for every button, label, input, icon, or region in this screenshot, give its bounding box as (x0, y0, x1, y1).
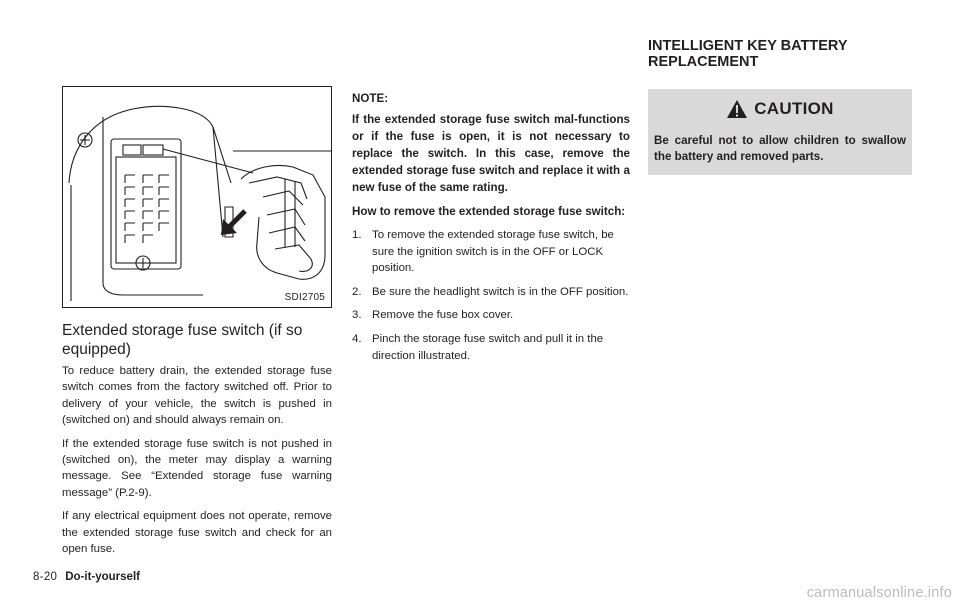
step-number: 3. (352, 309, 362, 322)
caution-text: Be careful not to allow children to swallow the battery and removed parts. (654, 134, 906, 163)
paragraph: If the extended storage fuse switch is not pushed in (switched on), the meter may display a warning message. See “Extended storage fuse warning message” (P.2-9). (62, 437, 332, 499)
caution-box (648, 89, 912, 175)
step-number: 4. (352, 332, 362, 345)
middle-body (352, 90, 630, 371)
note-text: If the extended storage fuse switch mal-functions or if the fuse is open, it is not necessary to replace the switch. In this case, remove the extended storage fuse switch and replace it with a new fuse of the same rating. (352, 113, 630, 194)
footer-section: Do-it-yourself (65, 571, 140, 583)
watermark: carmanualsonline.info (806, 585, 952, 601)
step-item (352, 227, 630, 277)
warning-triangle-icon (726, 99, 748, 119)
fuse-box-illustration (62, 86, 332, 308)
step-text: Be sure the headlight switch is in the OFF position. (372, 285, 629, 298)
step-number: 2. (352, 285, 362, 298)
caution-header (648, 96, 912, 122)
page-footer (33, 571, 140, 583)
right-section-heading: INTELLIGENT KEY BATTERY REPLACEMENT (648, 38, 848, 70)
step-item (352, 284, 630, 301)
left-body (62, 363, 332, 564)
fuse-box-drawing (63, 87, 331, 307)
step-number: 1. (352, 229, 362, 241)
step-item (352, 307, 630, 324)
paragraph: If any electrical equipment does not operate, remove the extended storage fuse switch and check for an open fuse. (62, 510, 332, 556)
step-text: Pinch the storage fuse switch and pull it in the direction illustrated. (372, 332, 604, 362)
caution-label: CAUTION (754, 99, 834, 118)
note-label: NOTE: (352, 92, 389, 105)
howto-heading: How to remove the extended storage fuse switch: (352, 205, 626, 218)
step-item (352, 331, 630, 364)
step-text: Remove the fuse box cover. (372, 309, 514, 322)
section-title: Extended storage fuse switch (if so equipped) (62, 322, 303, 358)
figure-code: SDI2705 (284, 292, 325, 303)
paragraph: To reduce battery drain, the extended storage fuse switch comes from the factory switched off. Prior to delivery of your vehicle, the switch is pushed in (switched on) and should always remain on. (62, 365, 332, 427)
page-number: 8-20 (33, 571, 58, 583)
step-text: To remove the extended storage fuse switch, be sure the ignition switch is in the OFF or LOCK position. (372, 229, 614, 275)
